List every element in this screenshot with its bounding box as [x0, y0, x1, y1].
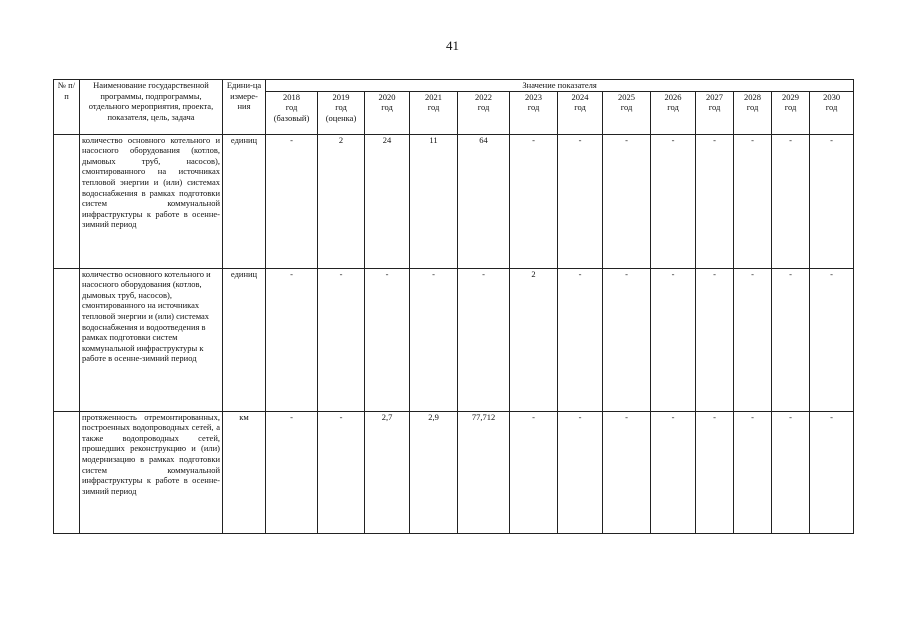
- row-value: -: [410, 268, 458, 411]
- row-value: -: [266, 411, 318, 533]
- header-name: Наименование государственной программы, подпрограммы, отдельного мероприятия, проекта, показателя, цель, задача: [80, 80, 223, 135]
- row-value: -: [603, 411, 651, 533]
- row-value: -: [734, 268, 772, 411]
- table-row: [54, 134, 854, 268]
- row-value: -: [772, 268, 810, 411]
- header-row-top: [54, 80, 854, 92]
- header-year: 2025 год: [603, 91, 651, 134]
- row-value: -: [651, 268, 696, 411]
- row-value: -: [734, 411, 772, 533]
- row-name: количество основного котельного и насосного оборудования (котлов, дымовых труб, насосов), смонтированного на источниках тепловой энергии и (или) системах водоснабжения в рамках подготовки систем коммунальной инфраструктуры к работе в осенне-зимний период: [80, 134, 223, 268]
- header-unit: Едини-ца измере-ния: [223, 80, 266, 135]
- row-value: -: [772, 134, 810, 268]
- row-value: 77,712: [458, 411, 510, 533]
- row-value: 2: [510, 268, 558, 411]
- row-value: -: [696, 411, 734, 533]
- row-value: -: [603, 134, 651, 268]
- row-value: 24: [365, 134, 410, 268]
- header-year: 2026 год: [651, 91, 696, 134]
- row-unit: единиц: [223, 134, 266, 268]
- row-value: 11: [410, 134, 458, 268]
- header-year: 2030 год: [810, 91, 854, 134]
- header-year: 2023 год: [510, 91, 558, 134]
- row-name: протяженность отремонтированных, построенных водопроводных сетей, а также водопроводных сетей, прошедших реконструкцию и (или) модернизацию в рамках подготовки систем коммунальной инфраструктуры к работе в осенне-зимний период: [80, 411, 223, 533]
- row-value: -: [558, 411, 603, 533]
- page-number: 41: [446, 38, 459, 53]
- header-year: 2028 год: [734, 91, 772, 134]
- header-year: 2022 год: [458, 91, 510, 134]
- row-no: [54, 134, 80, 268]
- header-values-group: Значение показателя: [266, 80, 854, 92]
- header-year: 2027 год: [696, 91, 734, 134]
- row-value: 2,7: [365, 411, 410, 533]
- row-value: 2: [318, 134, 365, 268]
- header-year: 2019 год (оценка): [318, 91, 365, 134]
- header-year: 2018 год (базовый): [266, 91, 318, 134]
- row-value: 2,9: [410, 411, 458, 533]
- row-value: -: [510, 134, 558, 268]
- row-value: -: [266, 268, 318, 411]
- row-value: -: [365, 268, 410, 411]
- row-value: -: [772, 411, 810, 533]
- row-value: -: [558, 268, 603, 411]
- row-value: -: [318, 411, 365, 533]
- row-value: -: [266, 134, 318, 268]
- row-value: -: [696, 134, 734, 268]
- header-year: 2029 год: [772, 91, 810, 134]
- row-no: [54, 411, 80, 533]
- row-value: -: [603, 268, 651, 411]
- row-value: -: [734, 134, 772, 268]
- table-row: [54, 268, 854, 411]
- row-value: -: [810, 134, 854, 268]
- header-no: № п/п: [54, 80, 80, 135]
- row-value: -: [651, 411, 696, 533]
- row-value: -: [810, 411, 854, 533]
- row-value: -: [696, 268, 734, 411]
- row-unit: км: [223, 411, 266, 533]
- row-value: -: [810, 268, 854, 411]
- row-value: -: [458, 268, 510, 411]
- header-year: 2020 год: [365, 91, 410, 134]
- row-value: -: [558, 134, 603, 268]
- header-year: 2024 год: [558, 91, 603, 134]
- row-value: -: [510, 411, 558, 533]
- row-name: количество основного котельного и насосного оборудования (котлов, дымовых труб, насосов), смонтированного на источниках тепловой энергии и (или) системах водоснабжения и водоотведения в рамках подготовки систем коммунальной инфраструктуры к работе в осенне-зимний период: [80, 268, 223, 411]
- row-unit: единиц: [223, 268, 266, 411]
- indicator-table: [53, 79, 854, 534]
- header-year: 2021 год: [410, 91, 458, 134]
- row-value: -: [651, 134, 696, 268]
- table-row: [54, 411, 854, 533]
- row-value: 64: [458, 134, 510, 268]
- row-no: [54, 268, 80, 411]
- row-value: -: [318, 268, 365, 411]
